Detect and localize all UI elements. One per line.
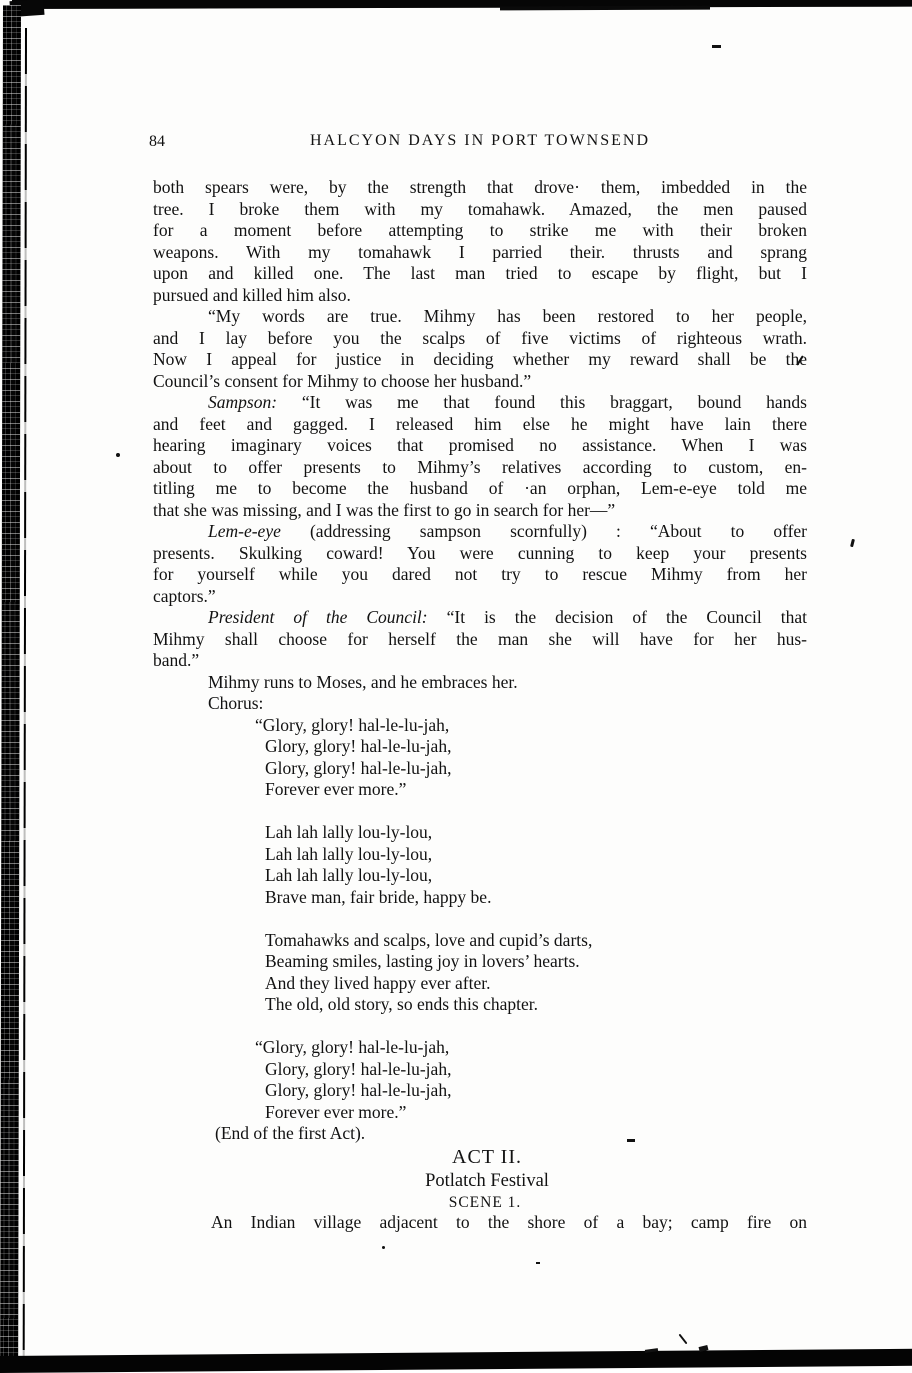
text-line: pursued and killed him also.	[153, 284, 351, 305]
text-line: that she was missing, and I was the first to go in search for her—”	[153, 499, 616, 520]
scan-artifact-dash	[712, 45, 721, 48]
text-line: An Indian village adjacent to the shore of a bay; camp fire on	[211, 1211, 807, 1232]
verse-line: Glory, glory! hal-le-lu-jah,	[265, 757, 452, 778]
speech-text: “It was me that found this braggart, bound hands	[301, 392, 807, 412]
chorus-label: Chorus:	[208, 693, 264, 713]
text-line: and feet and gagged. I released him else he might have lain there	[153, 413, 807, 434]
text-line: presents. Skulking coward! You were cunning to keep your presents	[153, 542, 807, 563]
scan-artifact-dot	[116, 453, 120, 457]
scan-artifact-bottom-bar	[0, 1349, 912, 1373]
text-line: upon and killed one. The last man tried to escape by flight, but I	[153, 263, 807, 283]
text-line: hearing imaginary voices that promised no assistance. When I was	[153, 435, 807, 455]
verse-line: Brave man, fair bride, happy be.	[265, 886, 492, 907]
verse-line: “Glory, glory! hal-le-lu-jah,	[255, 1037, 450, 1057]
verse	[265, 930, 807, 1016]
verse-line: Lah lah lally lou-ly-lou,	[265, 865, 433, 885]
scan-artifact-speck	[536, 1262, 540, 1264]
speaker-name: Lem-e-eye	[208, 521, 281, 541]
text-line: for a moment before attempting to strike me with their broken	[153, 220, 807, 240]
page-number: 84	[149, 133, 165, 150]
speech-text: “It is the decision of the Council that	[446, 607, 807, 627]
verse-line: And they lived happy ever after.	[265, 972, 491, 993]
text-line: weapons. With my tomahawk I parried their. thrusts and sprang	[153, 241, 807, 262]
text-line: titling me to become the husband of ·an orphan, Lem-e-eye told me	[153, 478, 807, 498]
scan-artifact-tick	[679, 1334, 688, 1345]
paragraph	[153, 392, 807, 521]
paragraph	[153, 607, 807, 672]
verse	[255, 714, 807, 801]
text-line	[153, 521, 807, 543]
text-line: tree. I broke them with my tomahawk. Amazed, the men paused	[153, 198, 807, 219]
verse-line: Glory, glory! hal-le-lu-jah,	[265, 736, 452, 756]
end-of-act-note: (End of the first Act).	[215, 1123, 366, 1143]
scene-heading: SCENE 1.	[448, 1193, 522, 1211]
text-line	[153, 392, 807, 414]
paragraph	[153, 306, 807, 392]
speech-text: (addressing sampson scornfully) : “About to offer	[309, 521, 807, 541]
text-line: for yourself while you dared not try to rescue Mihmy from her	[153, 564, 807, 584]
text-line: band.”	[153, 650, 200, 670]
scan-artifact-apostrophe	[850, 539, 855, 547]
verse-line: Forever ever more.”	[265, 779, 407, 799]
verse-line: Tomahawks and scalps, love and cupid’s darts,	[265, 929, 593, 950]
paragraph	[153, 177, 807, 306]
page-header	[149, 132, 807, 152]
text-line	[153, 607, 807, 629]
page-body	[153, 177, 807, 1233]
scan-artifact-binding-line	[23, 28, 27, 1358]
verse-line: Forever ever more.”	[265, 1101, 407, 1122]
scan-artifact-binding-edge	[0, 5, 21, 1361]
verse-line: The old, old story, so ends this chapter.	[265, 994, 538, 1014]
text-line: both spears were, by the strength that drove· them, imbedded in the	[153, 177, 807, 197]
text-line: Now I appeal for justice in deciding whether my reward shall be the	[153, 349, 807, 369]
text-line: about to offer presents to Mihmy’s relatives according to custom, en-	[153, 456, 807, 477]
verse	[255, 1037, 807, 1123]
verse	[265, 822, 807, 908]
text-line: Mihmy shall choose for herself the man she will have for her hus-	[153, 628, 807, 649]
verse-line: Glory, glory! hal-le-lu-jah,	[265, 1080, 452, 1100]
text-line: captors.”	[153, 585, 216, 606]
text-line: Council’s consent for Mihmy to choose her husband.”	[153, 370, 532, 391]
paragraph	[153, 521, 807, 607]
verse-line: Lah lah lally lou-ly-lou,	[265, 822, 433, 842]
act-subtitle: Potlatch Festival	[425, 1170, 549, 1191]
running-title: HALCYON DAYS IN PORT TOWNSEND	[309, 132, 651, 149]
text-line: and I lay before you the scalps of five victims of righteous wrath.	[153, 327, 807, 348]
verse-line: “Glory, glory! hal-le-lu-jah,	[255, 714, 450, 735]
speaker-name: President of the Council:	[208, 607, 428, 627]
scan-artifact-top-bar-thick	[500, 6, 710, 11]
speaker-name: Sampson:	[208, 392, 278, 412]
stage-direction: Mihmy runs to Moses, and he embraces her.	[208, 671, 518, 692]
scan-artifact-top-bar	[12, 0, 912, 9]
verse-line: Lah lah lally lou-ly-lou,	[265, 843, 433, 864]
text-line: “My words are true. Mihmy has been restored to her people,	[208, 306, 807, 326]
act-heading: ACT II.	[452, 1145, 522, 1168]
verse-line: Beaming smiles, lasting joy in lovers’ hearts.	[265, 951, 580, 971]
scan-artifact-speck	[382, 1246, 385, 1249]
verse-line: Glory, glory! hal-le-lu-jah,	[265, 1058, 452, 1079]
